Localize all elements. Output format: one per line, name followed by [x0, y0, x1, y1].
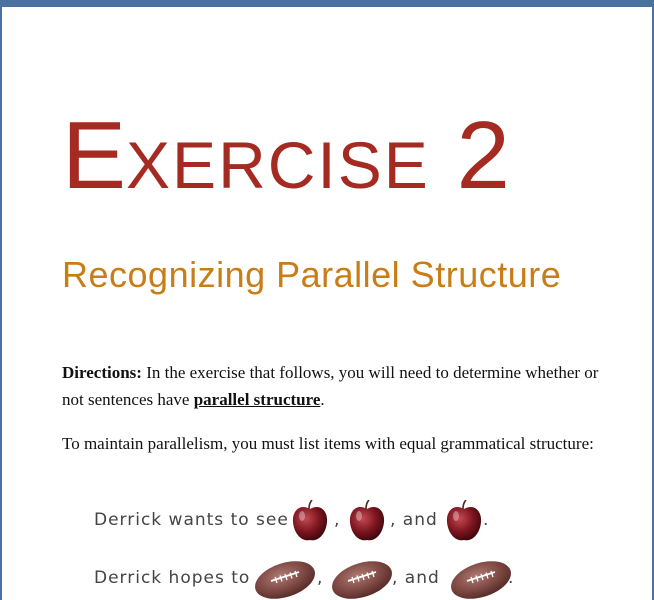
- title-rest: XERCISE: [126, 128, 430, 202]
- title-number: 2: [456, 102, 510, 209]
- example-2-and: , and: [392, 568, 440, 588]
- section-subtitle: Recognizing Parallel Structure: [62, 254, 562, 295]
- example-2-period: .: [508, 568, 515, 588]
- football-icon: [253, 558, 317, 600]
- title-first-letter: E: [62, 102, 127, 209]
- football-icon: [330, 558, 394, 600]
- apple-icon: [445, 500, 483, 542]
- directions-paragraph: [62, 359, 622, 413]
- directions-text: In the exercise that follows, you will need to determine whether or not sentences have: [62, 363, 599, 409]
- example-1-comma: ,: [334, 510, 341, 530]
- example-1-period: .: [483, 510, 490, 530]
- parallelism-paragraph: To maintain parallelism, you must list items with equal grammatical structure:: [62, 434, 594, 453]
- page-title: [62, 102, 510, 213]
- example-2-comma: ,: [317, 568, 324, 588]
- example-1-lead: Derrick wants to see: [94, 510, 289, 530]
- directions-end: .: [320, 390, 325, 409]
- window-top-border: [0, 0, 654, 7]
- parallel-structure-link[interactable]: parallel structure: [193, 390, 321, 409]
- example-1-and: , and: [390, 510, 438, 530]
- example-2-lead: Derrick hopes to: [94, 568, 251, 588]
- directions-label: Directions:: [62, 363, 142, 382]
- window-left-border: [0, 0, 2, 600]
- apple-icon: [291, 500, 329, 542]
- football-icon: [449, 558, 513, 600]
- apple-icon: [348, 500, 386, 542]
